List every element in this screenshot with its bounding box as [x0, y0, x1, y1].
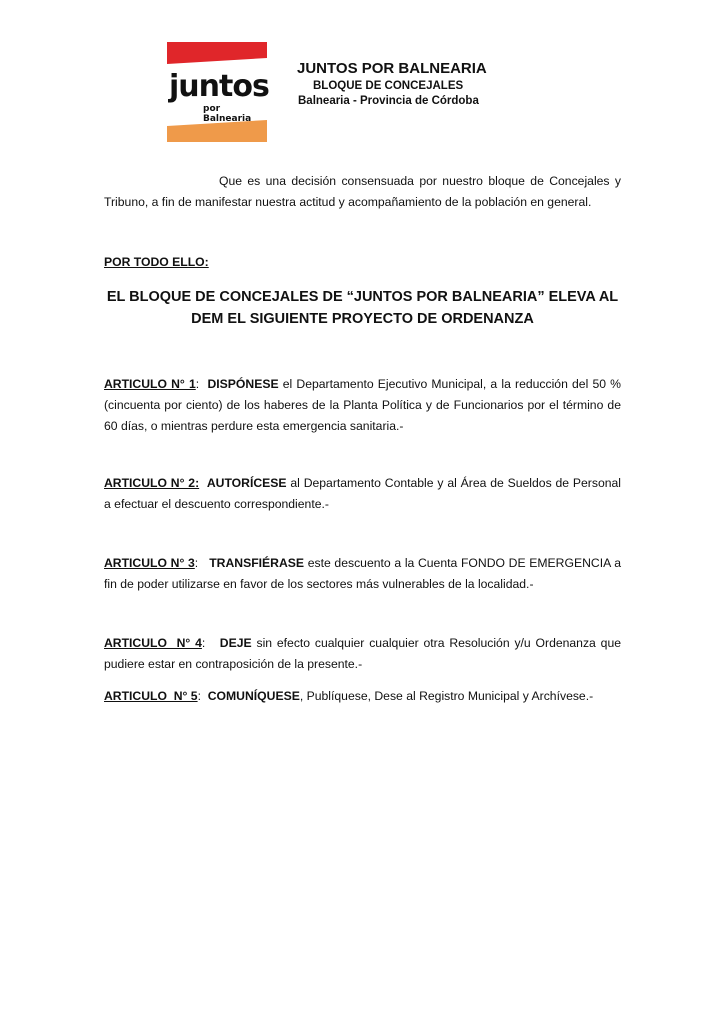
- article-5: [104, 686, 621, 707]
- article-3: [104, 553, 621, 595]
- article-label: ARTICULO N° 4: [104, 636, 202, 650]
- article-label: ARTICULO N° 1: [104, 377, 196, 391]
- article-verb: DISPÓNESE: [207, 377, 279, 391]
- article-1: [104, 374, 621, 437]
- article-verb: COMUNÍQUESE: [207, 689, 300, 703]
- article-text: este descuento a la Cuenta FONDO DE EMERGENCIA a fin de poder utilizarse en favor de los sectores más vulnerables de la localidad.-: [104, 556, 621, 591]
- intro-text: Que es una decisión consensuada por nuestro bloque de Concejales y Tribuno, a fin de manifestar nuestra actitud y acompañamiento de la población en general.: [104, 174, 621, 209]
- article-text: , Publíquese, Dese al Registro Municipal y Archívese.-: [299, 689, 594, 703]
- header-location: Balnearia - Provincia de Córdoba: [298, 95, 479, 107]
- article-label: ARTICULO N° 3: [104, 556, 195, 570]
- intro-paragraph: [104, 171, 621, 213]
- logo-orange-band: [167, 126, 267, 142]
- ordinance-heading: EL BLOQUE DE CONCEJALES DE “JUNTOS POR BALNEARIA” ELEVA AL DEM EL SIGUIENTE PROYECTO DE ORDENANZA: [106, 289, 619, 327]
- article-separator: :: [201, 636, 220, 650]
- article-text: al Departamento Contable y al Área de Sueldos de Personal a efectuar el descuento correspondiente.-: [104, 476, 621, 511]
- header-subtitle: BLOQUE DE CONCEJALES: [313, 80, 464, 92]
- por-todo-ello-label: POR TODO ELLO:: [104, 255, 209, 269]
- logo-subtitle: por Balnearia: [203, 104, 252, 124]
- article-verb: DEJE: [219, 636, 252, 650]
- logo-wordmark: juntos: [169, 69, 269, 104]
- article-separator: [199, 476, 207, 490]
- article-separator: :: [195, 377, 208, 391]
- article-4: [104, 633, 621, 675]
- logo-red-band: [167, 42, 267, 58]
- article-separator: :: [197, 689, 208, 703]
- article-separator: :: [194, 556, 210, 570]
- article-label: ARTICULO N° 2:: [104, 476, 200, 490]
- juntos-logo: [167, 42, 267, 142]
- header-title: JUNTOS POR BALNEARIA: [297, 60, 487, 77]
- article-label: ARTICULO N° 5: [104, 689, 198, 703]
- article-verb: AUTORÍCESE: [206, 476, 287, 490]
- article-verb: TRANSFIÉRASE: [209, 556, 305, 570]
- article-text: el Departamento Ejecutivo Municipal, a la reducción del 50 % (cincuenta por ciento) de los haberes de la Planta Política y de Funcionarios por el término de 60 días, o mientras perdure esta emergencia sanitaria.-: [104, 377, 622, 433]
- article-text: sin efecto cualquier cualquier otra Resolución y/u Ordenanza que pudiere estar en contraposición de la presente.-: [104, 636, 621, 671]
- article-2: [104, 473, 621, 515]
